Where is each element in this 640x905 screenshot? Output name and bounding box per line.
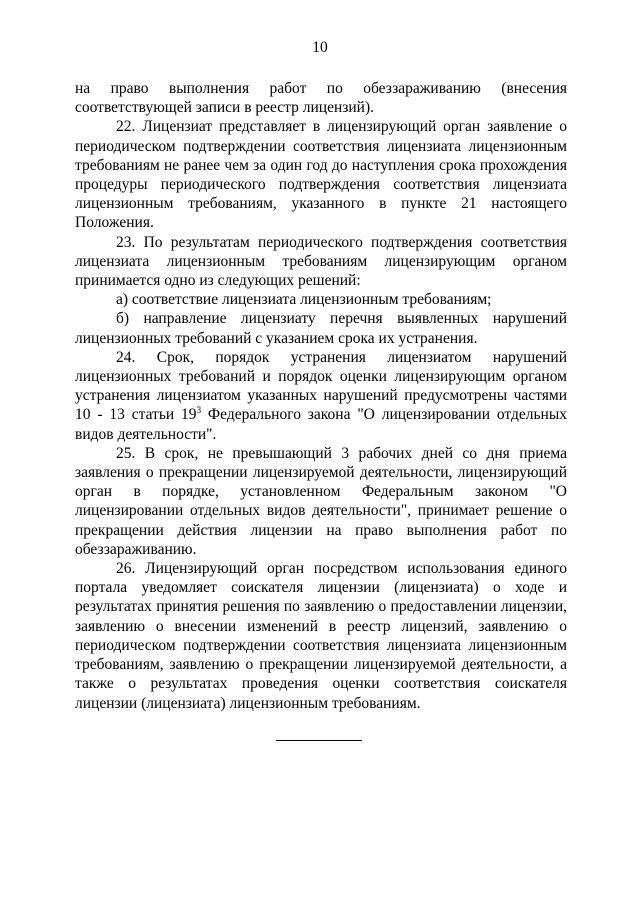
- paragraph-23-a: а) соответствие лицензиата лицензионным требованиям;: [116, 291, 492, 309]
- paragraph-23-b: б) направление лицензиату перечня выявленных нарушений лицензионных требований с указанием срока их устранения.: [75, 310, 567, 347]
- paragraph-continuation: на право выполнения работ по обеззараживанию (внесения соответствующей записи в реестр лицензий).: [75, 80, 567, 117]
- document-body: [75, 79, 567, 713]
- paragraph-24: [75, 348, 567, 444]
- article-superscript: 3: [196, 405, 202, 416]
- end-of-document-rule: [276, 740, 362, 741]
- paragraph-24-text-end: Федерального закона "О лицензировании отдельных видов деятельности".: [75, 406, 568, 443]
- paragraph-22: 22. Лицензиат представляет в лицензирующий орган заявление о периодическом подтверждении соответствия лицензиата лицензионным требованиям не ранее чем за один год до наступления срока прохождения процедуры периодического подтверждения соответствия лицензиата лицензионным требованиям, указанного в пункте 21 настоящего Положения.: [75, 118, 567, 232]
- page-number: 10: [312, 39, 328, 56]
- paragraph-24-text: 24. Срок, порядок устранения лицензиатом нарушений лицензионных требований и порядок оценки лицензирующим органом устранения лицензиатом указанных нарушений предусмотрены частями 10 - 13 статьи 19: [75, 348, 567, 424]
- paragraph-25: 25. В срок, не превышающий 3 рабочих дней со дня приема заявления о прекращении лицензируемой деятельности, лицензирующий орган в порядке, установленном Федеральным законом "О лицензировании отдельных видов деятельности", принимает решение о прекращении действия лицензии на право выполнения работ по обеззараживанию.: [75, 444, 567, 558]
- paragraph-23: 23. По результатам периодического подтверждения соответствия лицензиата лицензионным требованиям лицензирующим органом принимается одно из следующих решений:: [75, 233, 567, 290]
- paragraph-26: 26. Лицензирующий орган посредством использования единого портала уведомляет соискателя лицензии (лицензиата) о ходе и результатах принятия решения по заявлению о предоставлении лицензии, заявлению о внесении изменений в реестр лицензий, заявлению о периодическом подтверждении соответствия лицензиата лицензионным требованиям, заявлению о прекращении лицензируемой деятельности, а также о результатах проведения оценки соответствия соискателя лицензии (лицензиата) лицензионным требованиям.: [75, 560, 567, 712]
